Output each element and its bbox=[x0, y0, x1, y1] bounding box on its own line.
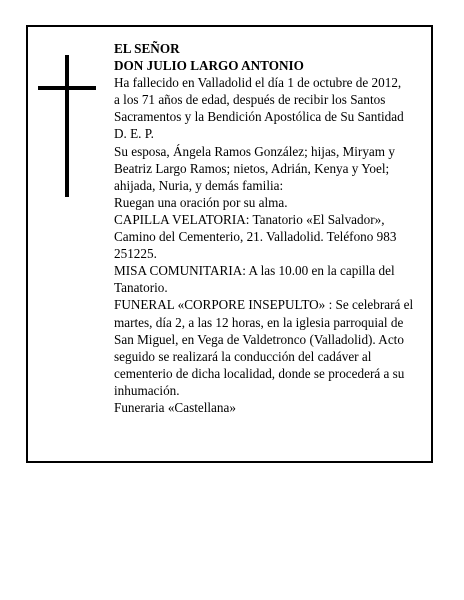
text-line: Ha fallecido en Valladolid el día 1 de octubre de 2012, bbox=[114, 75, 402, 91]
text-line: inhumación. bbox=[114, 382, 180, 398]
text-line: Su esposa, Ángela Ramos González; hijas, Miryam y bbox=[114, 143, 395, 159]
text-line: FUNERAL «CORPORE INSEPULTO» : Se celebrará el bbox=[114, 297, 414, 313]
text-line: CAPILLA VELATORIA: Tanatorio «El Salvador», bbox=[114, 211, 385, 227]
text-line: San Miguel, en Vega de Valdetronco (Valladolid). Acto bbox=[114, 331, 404, 347]
deceased-name: DON JULIO LARGO ANTONIO bbox=[114, 58, 304, 74]
text-line: Tanatorio. bbox=[114, 280, 168, 296]
text-line: Funeraria «Castellana» bbox=[114, 399, 236, 415]
text-line: martes, día 2, a las 12 horas, en la iglesia parroquial de bbox=[114, 314, 404, 330]
text-line: a los 71 años de edad, después de recibir los Santos bbox=[114, 92, 386, 108]
obituary-text bbox=[114, 40, 432, 416]
cross-horizontal-bar bbox=[38, 86, 96, 90]
cross-vertical-bar bbox=[65, 55, 69, 197]
text-line: 251225. bbox=[114, 246, 157, 262]
text-line: Ruegan una oración por su alma. bbox=[114, 194, 288, 210]
text-line: Beatriz Largo Ramos; nietos, Adrián, Kenya y Yoel; bbox=[114, 160, 390, 176]
text-line: seguido se realizará la conducción del cadáver al bbox=[114, 348, 372, 364]
text-line: D. E. P. bbox=[114, 126, 154, 142]
obituary-heading: EL SEÑOR bbox=[114, 41, 180, 56]
text-line: Camino del Cementerio, 21. Valladolid. Teléfono 983 bbox=[114, 229, 397, 245]
text-line: ahijada, Nuria, y demás familia: bbox=[114, 177, 284, 193]
text-line: MISA COMUNITARIA: A las 10.00 en la capilla del bbox=[114, 263, 395, 279]
text-line: Sacramentos y la Bendición Apostólica de Su Santidad bbox=[114, 109, 404, 125]
text-line: cementerio de dicha localidad, donde se procederá a su bbox=[114, 365, 405, 381]
